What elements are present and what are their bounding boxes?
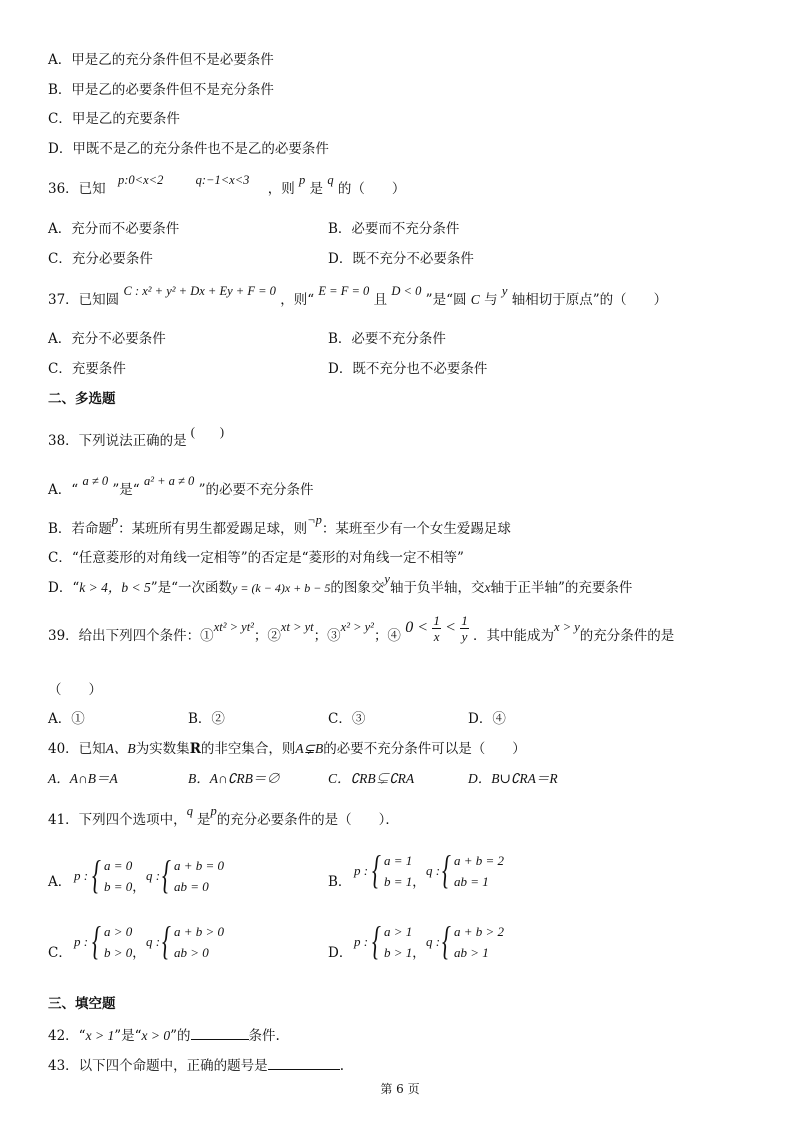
q36-q-expr: q:−1<x<3: [195, 173, 250, 187]
q38-option-b: B．若命题p：某班所有男生都爱踢足球，则¬p：某班至少有一个女生爱踢足球: [48, 513, 511, 537]
q37-stem: 37．已知圆 C : x² + y² + Dx + Ey + F = 0 ，则“ E = F = 0 且 D < 0 ”是“圆 C 与 y 轴相切于原点”的（ ）: [48, 284, 668, 308]
q39-stem: 39．给出下列四个条件：①xt² > yt²；②xt > yt；③x² > y²；④ 0 < $\frac{1}{x}$ < $\frac{1}{y}$ ．其中能成为x > y的充分条件的是: [48, 613, 675, 644]
q37-option-c: C．充要条件: [48, 361, 126, 377]
q39-paren: （ ）: [48, 682, 102, 698]
q36-p-expr: p:0<x<2: [117, 173, 164, 187]
q40-option-c: C．∁RB⊊∁RA: [328, 771, 415, 786]
q37-option-a: A．充分不必要条件: [48, 331, 166, 347]
q36-option-c: C．充分必要条件: [48, 251, 153, 267]
q36-option-b: B．必要而不充分条件: [328, 221, 460, 237]
q39-frac2-num: 1: [461, 613, 468, 628]
q43-stem: 43．以下四个命题中，正确的题号是 .: [48, 1055, 344, 1075]
q35-option-b: B．甲是乙的必要条件但不是充分条件: [48, 82, 274, 98]
q38-option-d: D．“k > 4，b < 5”是“一次函数y = (k − 4)x + b − 5的图象交y轴于负半轴，交x轴于正半轴”的充要条件: [48, 572, 633, 596]
q41-option-b-label: B．: [328, 874, 352, 890]
q36-option-d: D．既不充分不必要条件: [328, 251, 474, 267]
q38-option-a: A．“ a ≠ 0 ”是“ a² + a ≠ 0 ”的必要不充分条件: [48, 474, 314, 498]
q42-answer-blank[interactable]: [191, 1025, 249, 1040]
q39-option-d: D．④: [468, 711, 506, 727]
q41-option-a-label: A．: [48, 874, 72, 890]
q37-circle-eq: C : x² + y² + Dx + Ey + F = 0: [123, 284, 276, 298]
q41-stem: 41．下列四个选项中，q是p的充分必要条件的是（ ）．: [48, 804, 399, 828]
q35-option-c: C．甲是乙的充要条件: [48, 111, 180, 127]
q37-option-d: D．既不充分也不必要条件: [328, 361, 488, 377]
section-multiple-choice: 二、多选题: [48, 391, 116, 407]
section-fill-in: 三、填空题: [48, 996, 116, 1012]
q35-option-d: D．甲既不是乙的充分条件也不是乙的必要条件: [48, 141, 329, 157]
q40-stem: 40．已知A、B为实数集R的非空集合，则A⊊B的必要不充分条件可以是（ ）: [48, 741, 526, 757]
q38-stem: 38．下列说法正确的是( ): [48, 425, 225, 449]
q41-option-d-label: D．: [328, 945, 353, 961]
q36-option-a: A．充分而不必要条件: [48, 221, 180, 237]
page-footer: 第 6 页: [380, 1082, 420, 1096]
q39-option-c: C．③: [328, 711, 366, 727]
q40-option-a: A．A∩B＝A: [48, 771, 118, 786]
q39-option-b: B．②: [188, 711, 225, 727]
q40-option-d: D．B∪∁RA＝R: [468, 771, 558, 786]
q43-answer-blank[interactable]: [268, 1055, 340, 1070]
q35-option-a: A．甲是乙的充分条件但不是必要条件: [48, 52, 274, 68]
q40-option-b: B．A∩∁RB＝∅: [188, 771, 280, 786]
q41-option-c-label: C．: [48, 945, 72, 961]
q42-stem: 42．“x > 1”是“x > 0”的 条件.: [48, 1025, 280, 1045]
q37-option-b: B．必要不充分条件: [328, 331, 446, 347]
q36-stem: 36．已知 p:0<x<2 q:−1<x<3 ，则 p 是 q 的（ ）: [48, 173, 406, 197]
q39-option-a: A．①: [48, 711, 85, 727]
q38-option-c: C．“任意菱形的对角线一定相等”的否定是“菱形的对角线一定不相等”: [48, 550, 464, 566]
